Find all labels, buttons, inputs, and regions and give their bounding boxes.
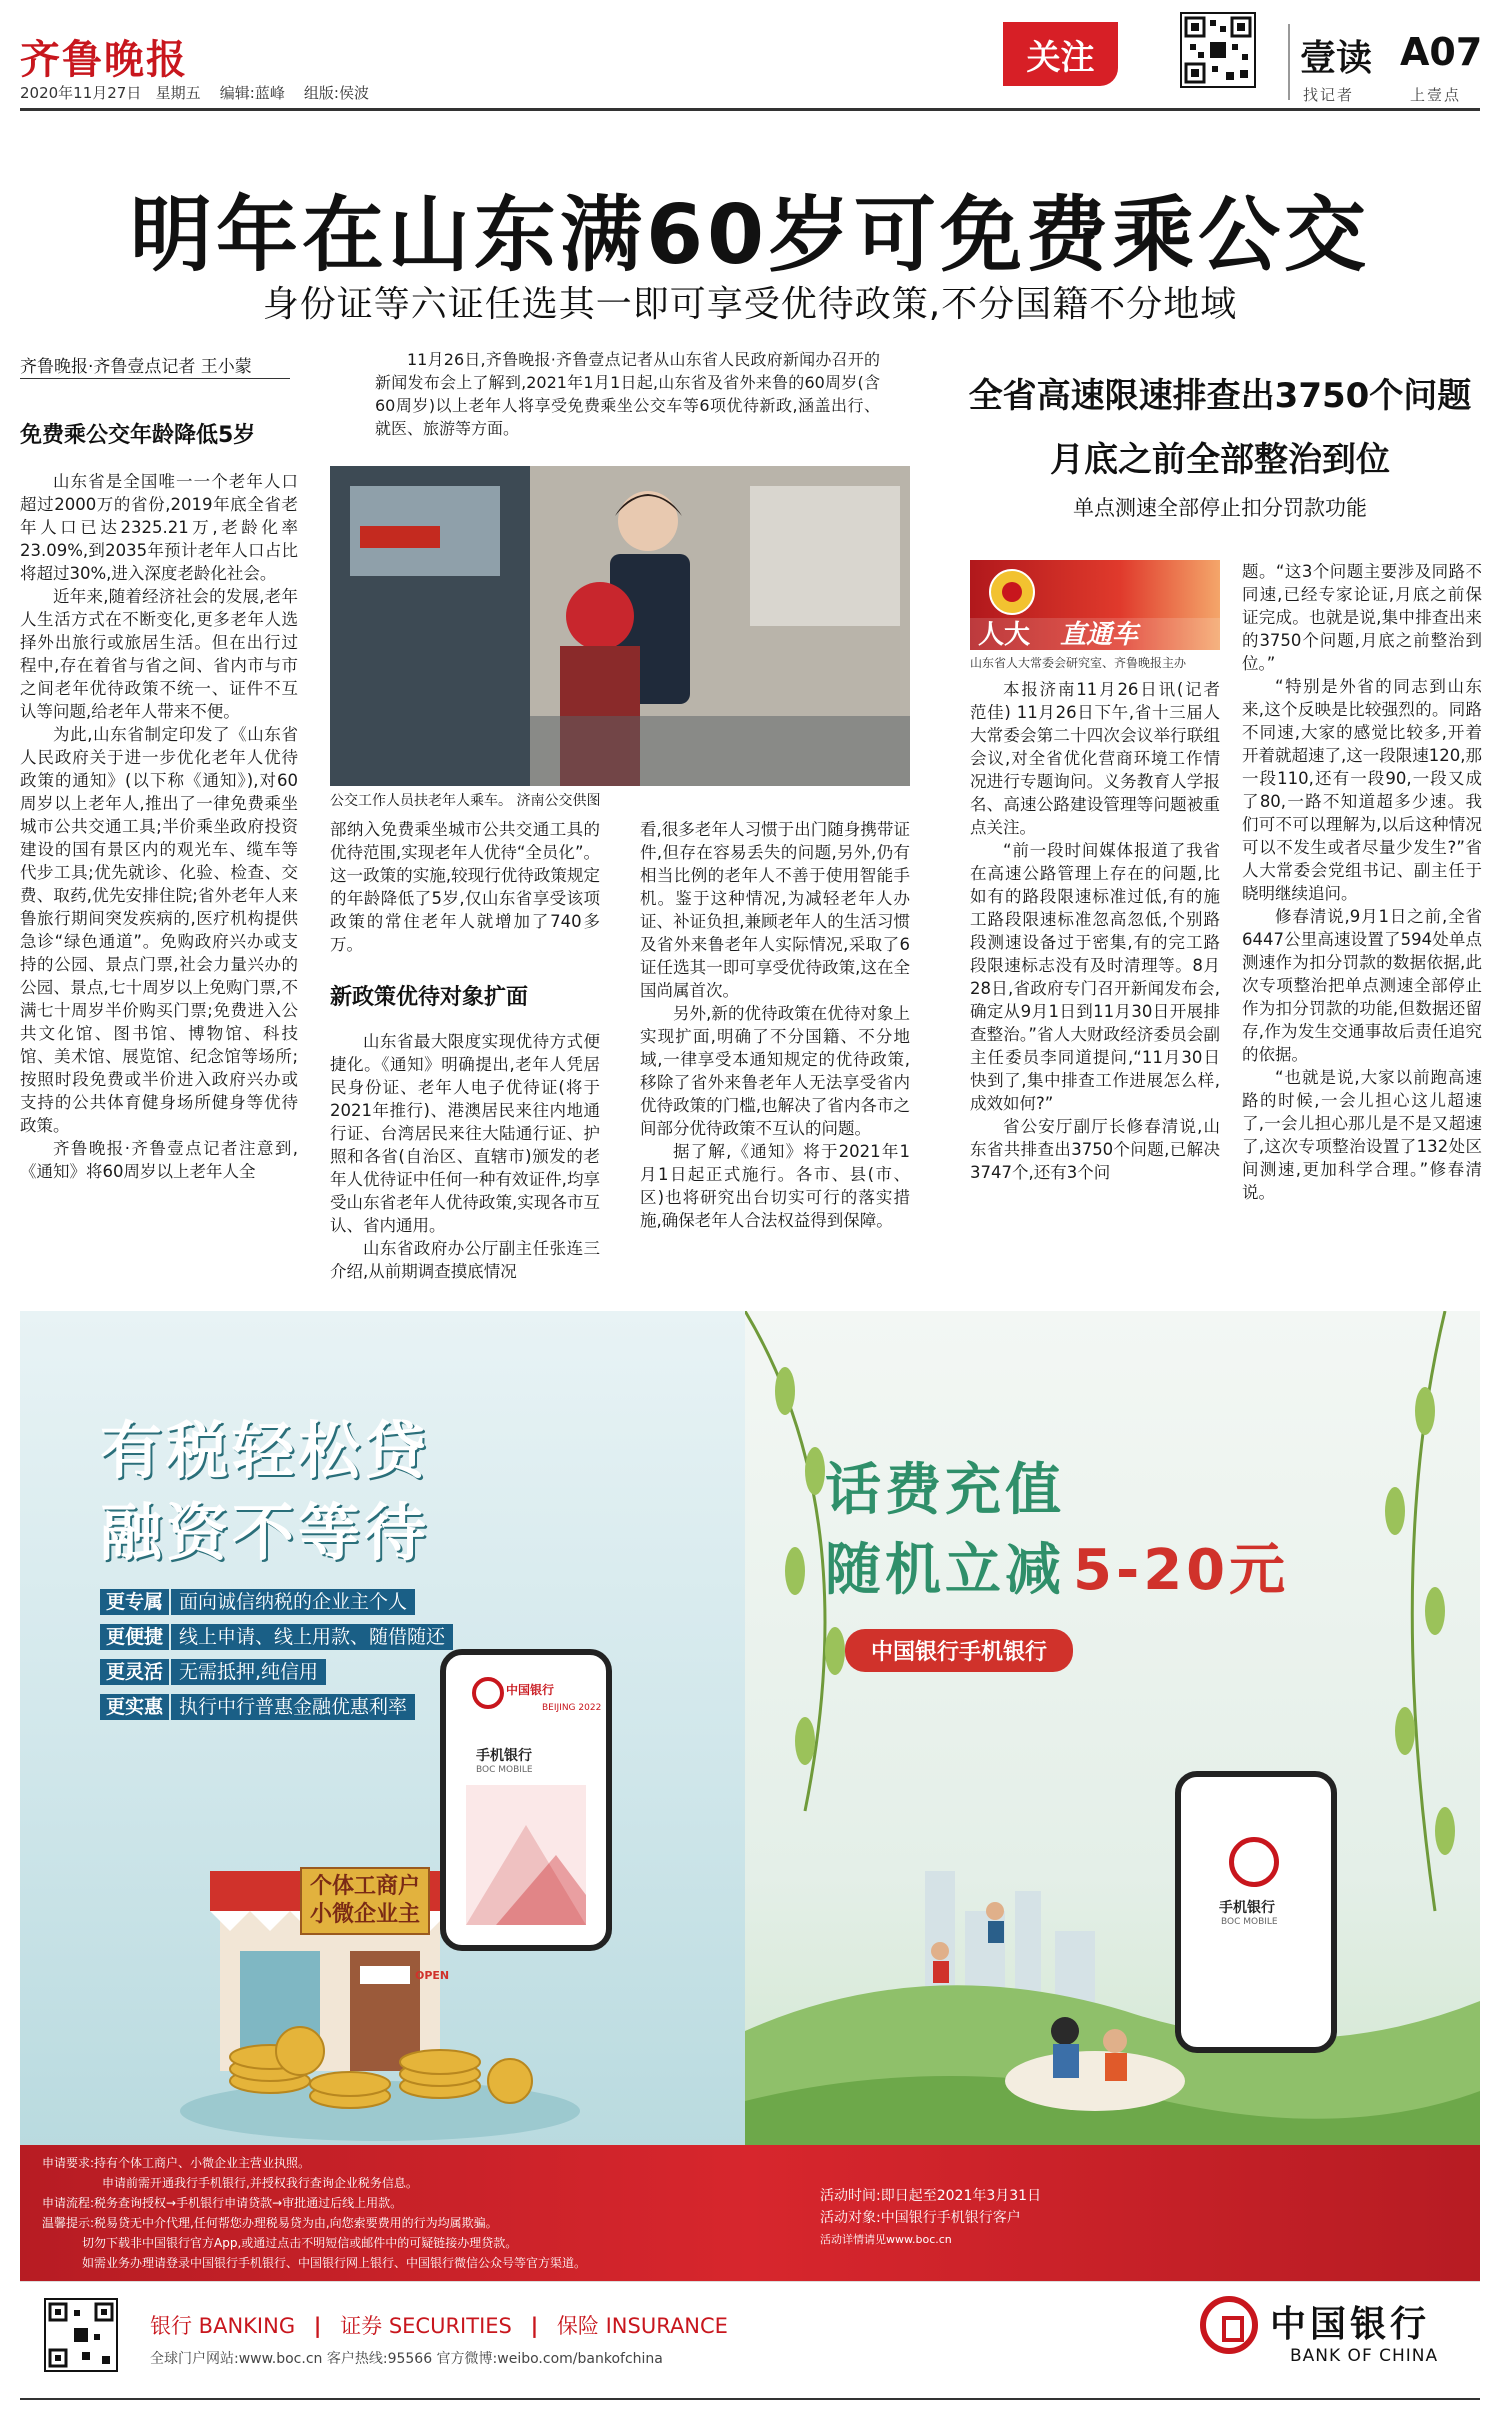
paragraph: 省公安厅副厅长修春清说,山东省共排查出3750个问题,已解决3747个,还有3个问	[970, 1117, 1220, 1182]
ad-topup[interactable]	[745, 1311, 1480, 2251]
ad-footer-services: 银行 BANKING | 证券 SECURITIES | 保险 INSURANCE	[150, 2314, 728, 2338]
main-subhead: 身份证等六证任选其一即可享受优待政策,不分国籍不分地域	[262, 284, 1238, 325]
paragraph: 山东省政府办公厅副主任张连三介绍,从前期调查摸底情况	[330, 1239, 600, 1281]
shop-sign-line-2: 小微企业主	[310, 1902, 421, 1927]
feature-text: 线上申请、线上用款、随借随还	[171, 1624, 453, 1650]
phone-app-name: 手机银行	[1219, 1900, 1275, 1916]
byline: 齐鲁晚报·齐鲁壹点记者 王小蒙	[20, 357, 252, 377]
paragraph: “也就是说,大家以前跑高速路的时候,一会儿担心这儿超速了,一会儿担心那儿是不是又超速了,这次专项整治设置了132处区间测速,更加科学合理。”修春清说。	[1242, 1068, 1482, 1202]
footnote: 温馨提示:税易贷无中介代理,任何帮您办理税易贷为由,向您索要费用的行为均属欺骗。	[42, 2216, 498, 2230]
paragraph: 本报济南11月26日讯(记者 范佳) 11月26日下午,省十三届人大常委会第二十四次会议举行联组会议,对全省优化营商环境工作情况进行专题询问。义务教育人学报名、高速公路建设管理等问题被重点关注。	[970, 680, 1220, 837]
paragraph: 山东省最大限度实现优待方式便捷化。《通知》明确提出,老年人凭居民身份证、老年人电子优待证(将于2021年推行)、港澳居民来往内地通行证、台湾居民来往大陆通行证、护照和各省(自治区、直辖市)颁发的老年人优待证中任何一种有效证件,均享受山东省老年人优待政策,实现各市互认、省内通用。	[330, 1032, 600, 1235]
paragraph: 据了解,《通知》将于2021年1月1日起正式施行。各市、县(市、区)也将研究出台切实可行的落实措施,确保老年人合法权益得到保障。	[640, 1142, 910, 1230]
banner-caption: 山东省人大常委会研究室、齐鲁晚报主办	[970, 656, 1187, 670]
feature-item	[100, 1692, 453, 1719]
footnote: 申请流程:税务查询授权→手机银行申请贷款→审批通过后线上用款。	[42, 2196, 403, 2210]
feature-key: 更专属	[100, 1589, 169, 1615]
ad-topup-ribbon: 中国银行手机银行	[845, 1629, 1073, 1672]
photo-caption: 公交工作人员扶老年人乘车。 济南公交供图	[330, 793, 601, 809]
paragraph: 部纳入免费乘坐城市公共交通工具的优待范围,实现老年人优待“全员化”。这一政策的实施,较现行优待政策规定的年龄降低了5岁,仅山东省享受该项政策的常住老年人就增加了740多万。	[330, 820, 600, 954]
bank-name-cn: 中国银行	[1270, 2303, 1431, 2345]
feature-text: 无需抵押,纯信用	[171, 1659, 326, 1685]
ad-footer	[20, 2281, 1480, 2397]
footnote: 切勿下载非中国银行官方App,或通过点击不明短信或邮件中的可疑链接办理贷款。	[82, 2236, 518, 2250]
shop-sign-line-1: 个体工商户	[310, 1874, 421, 1899]
col1-heading: 免费乘公交年龄降低5岁	[20, 423, 256, 448]
ad-topup-terms	[820, 2185, 1041, 2251]
editor: 编辑:蓝峰	[219, 84, 285, 102]
side-subhead: 单点测速全部停止扣分罚款功能	[1073, 496, 1367, 520]
paragraph: “特别是外省的同志到山东来,这个反映是比较强烈的。同路不同速,大家的感觉比较多,开着开着就超速了,这一段限速120,那一段110,还有一段90,一段又成了80,一路不知道超多少速。我们可不可以理解为,以后这种情况可以不发生或者尽量少发生?”省人大常委会党组书记、副主任于晓明继续追问。	[1242, 677, 1482, 903]
col2-heading: 新政策优待对象扩面	[330, 985, 529, 1010]
qr-code-icon	[1180, 12, 1256, 88]
activity-detail: 活动详情请见www.boc.cn	[820, 2233, 952, 2246]
masthead-logo: 齐鲁晚报	[20, 36, 188, 83]
paragraph: 为此,山东省制定印发了《山东省人民政府关于进一步优化老年人优待政策的通知》(以下称《通知》),对60周岁以上老年人,推出了一律免费乘坐城市公共交通工具;半价乘坐政府投资建设的国有景区内的观光车、缆车等代步工具;优先就诊、化验、检查、交费、取药,优先安排住院;省外老年人来鲁旅行期间突发疾病的,医疗机构提供急诊“绿色通道”。免购政府兴办或支持的公园、景点门票,社会力量兴办的公园、景点,七十周岁以上免购门票,不满七十周岁半价购买门票;免费进入公共文化馆、图书馆、博物馆、科技馆、美术馆、展览馆、纪念馆等场所;按照时段免费或半价进入政府兴办或支持的公共体育健身场所健身等优待政策。	[20, 725, 298, 1135]
shop-open-sign: OPEN	[415, 1969, 450, 1982]
news-photo	[330, 466, 910, 786]
paragraph: 山东省是全国唯一一个老年人口超过2000万的省份,2019年底全省老年人口已达2325.21万,老龄化率23.09%,到2035年预计老年人口占比将超过30%,进入深度老龄化社会。	[20, 472, 298, 583]
page-bottom-rule	[20, 2398, 1480, 2400]
footnote: 如需业务办理请登录中国银行手机银行、中国银行网上银行、中国银行微信公众号等官方渠道。	[82, 2256, 587, 2270]
feature-key: 更实惠	[100, 1694, 169, 1720]
phone-mockup	[1175, 1771, 1337, 2053]
main-col2b	[330, 1030, 600, 1283]
side-headline-1: 全省高速限速排查出3750个问题	[968, 376, 1472, 416]
paragraph: 看,很多老年人习惯于出门随身携带证件,但存在容易丢失的问题,另外,仍有相当比例的老年人不善于使用智能手机。鉴于这种情况,为减轻老年人办证、补证负担,兼顾老年人的生活习惯及省外来鲁老年人实际情况,采取了6证任选其一即可享受优待政策,这在全国尚属首次。	[640, 820, 910, 1000]
ad-topup-headline-1: 话费充值	[825, 1458, 1065, 1523]
paragraph: 另外,新的优待政策在优待对象上实现扩面,明确了不分国籍、不分地域,一律享受本通知规定的优待政策,移除了省外来鲁老年人无法享受省内优待政策的门槛,也解决了省内各市之间部分优待政策不互认的问题。	[640, 1004, 910, 1138]
ad-loan-features	[100, 1587, 453, 1727]
feature-key: 更灵活	[100, 1659, 169, 1685]
boc-logo-icon	[1200, 2296, 1258, 2354]
footnote: 申请前需开通我行手机银行,并授权我行查询企业税务信息。	[102, 2176, 418, 2190]
footnote: 申请要求:持有个体工商户、小微企业主营业执照。	[42, 2156, 311, 2170]
header-divider	[1288, 24, 1290, 100]
byline-rule	[20, 378, 290, 379]
boc-logo-icon	[472, 1677, 504, 1709]
feature-item	[100, 1587, 453, 1614]
ad-loan-headline-2: 融资不等待	[100, 1496, 431, 1569]
section-tag-right: 上壹点	[1410, 86, 1462, 104]
date: 2020年11月27日	[20, 84, 142, 102]
main-col3	[640, 818, 910, 1232]
feature-text: 执行中行普惠金融优惠利率	[171, 1694, 415, 1720]
activity-time: 活动时间:即日起至2021年3月31日	[820, 2188, 1042, 2204]
side-col1	[970, 678, 1220, 1184]
bank-name-en: BANK OF CHINA	[1290, 2346, 1439, 2366]
banner-title: 人大	[978, 620, 1031, 650]
feature-text: 面向诚信纳税的企业主个人	[171, 1589, 415, 1615]
ad-loan-footnotes	[42, 2153, 722, 2273]
ad-topup-headline-2	[825, 1526, 1289, 1606]
side-headline-2: 月底之前全部整治到位	[1050, 440, 1390, 480]
ad-footer-contact: 全球门户网站:www.boc.cn 客户热线:95566 官方微博:weibo.com/bankofchina	[150, 2351, 663, 2367]
feature-key: 更便捷	[100, 1624, 169, 1650]
banner-title-2: 直通车	[1060, 620, 1139, 650]
lede-paragraph: 11月26日,齐鲁晚报·齐鲁壹点记者从山东省人民政府新闻办召开的新闻发布会上了解到,2021年1月1日起,山东省及省外来鲁的60周岁(含60周岁)以上老年人将享受免费乘坐公交车等6项优待新政,涵盖出行、就医、旅游等方面。	[375, 350, 880, 438]
paragraph: 近年来,随着经济社会的发展,老年人生活方式在不断变化,更多老年人选择外出旅行或旅居生活。但在出行过程中,存在着省与省之间、省内市与市之间老年优待政策不统一、证件不互认等问题,给老年人带来不便。	[20, 587, 298, 721]
feature-item	[100, 1657, 453, 1684]
boc-logo-icon	[1229, 1837, 1279, 1887]
section-name: 壹读	[1300, 38, 1373, 79]
shop-sign	[300, 1867, 430, 1935]
phone-pattern	[466, 1785, 586, 1925]
phone-app-name-en: BOC MOBILE	[476, 1765, 533, 1775]
service-banking[interactable]: 银行 BANKING	[150, 2314, 296, 2338]
header-rule	[20, 108, 1480, 111]
paragraph: 修春清说,9月1日之前,全省6447公里高速设置了594处单点测速作为扣分罚款的数据依据,此次专项整治把单点测速全部停止作为扣分罚款的功能,但数据还留存,作为发生交通事故后责任追究的依据。	[1242, 907, 1482, 1064]
npc-column-banner	[970, 560, 1220, 650]
main-headline: 明年在山东满60岁可免费乘公交	[129, 188, 1371, 283]
activity-target: 活动对象:中国银行手机银行客户	[820, 2210, 1021, 2226]
qr-code-icon	[44, 2298, 118, 2372]
ad-info-band	[20, 2145, 1480, 2281]
main-col2	[330, 818, 600, 956]
page-number: A07	[1400, 30, 1483, 74]
paragraph: 题。“这3个问题主要涉及同路不同速,已经专家论证,月底之前保证完成。也就是说,集中排查出来的3750个问题,月底之前整治到位。”	[1242, 562, 1482, 673]
paragraph: “前一段时间媒体报道了我省在高速公路管理上存在的问题,比如有的路段限速标准过低,有的施工路段限速标准忽高忽低,个别路段测速设备过于密集,有的完工路段限速标志没有及时清理等。8月28日,省政府专门召开新闻发布会,确定从9月1日到11月30日开展排查整治。”省人大财政经济委员会副主任委员李同道提问,“11月30日快到了,集中排查工作进展怎么样,成效如何?”	[970, 841, 1220, 1113]
ad-topup-headline-2-prefix: 随机立减	[825, 1538, 1065, 1603]
ad-loan[interactable]	[20, 1311, 745, 2251]
dateline	[20, 82, 369, 103]
phone-brand: 中国银行	[506, 1683, 555, 1697]
service-securities[interactable]: 证券 SECURITIES	[340, 2314, 512, 2338]
side-col2	[1242, 560, 1482, 1204]
paragraph: 齐鲁晚报·齐鲁壹点记者注意到,《通知》将60周岁以上老年人全	[20, 1139, 298, 1181]
phone-mockup	[440, 1649, 612, 1951]
phone-app-name: 手机银行	[476, 1748, 532, 1764]
follow-button[interactable]: 关注	[1003, 22, 1118, 86]
designer: 组版:侯波	[303, 84, 369, 102]
ad-loan-headline-1: 有税轻松贷	[100, 1414, 431, 1487]
service-insurance[interactable]: 保险 INSURANCE	[556, 2314, 728, 2338]
olympic-mark: BEIJING 2022	[542, 1703, 602, 1713]
phone-app-name-en: BOC MOBILE	[1221, 1917, 1278, 1927]
section-tag-left: 找记者	[1303, 86, 1355, 104]
weekday: 星期五	[155, 84, 201, 102]
feature-item	[100, 1622, 453, 1649]
main-col1	[20, 470, 298, 1183]
ad-topup-amount: 5-20元	[1073, 1538, 1290, 1603]
